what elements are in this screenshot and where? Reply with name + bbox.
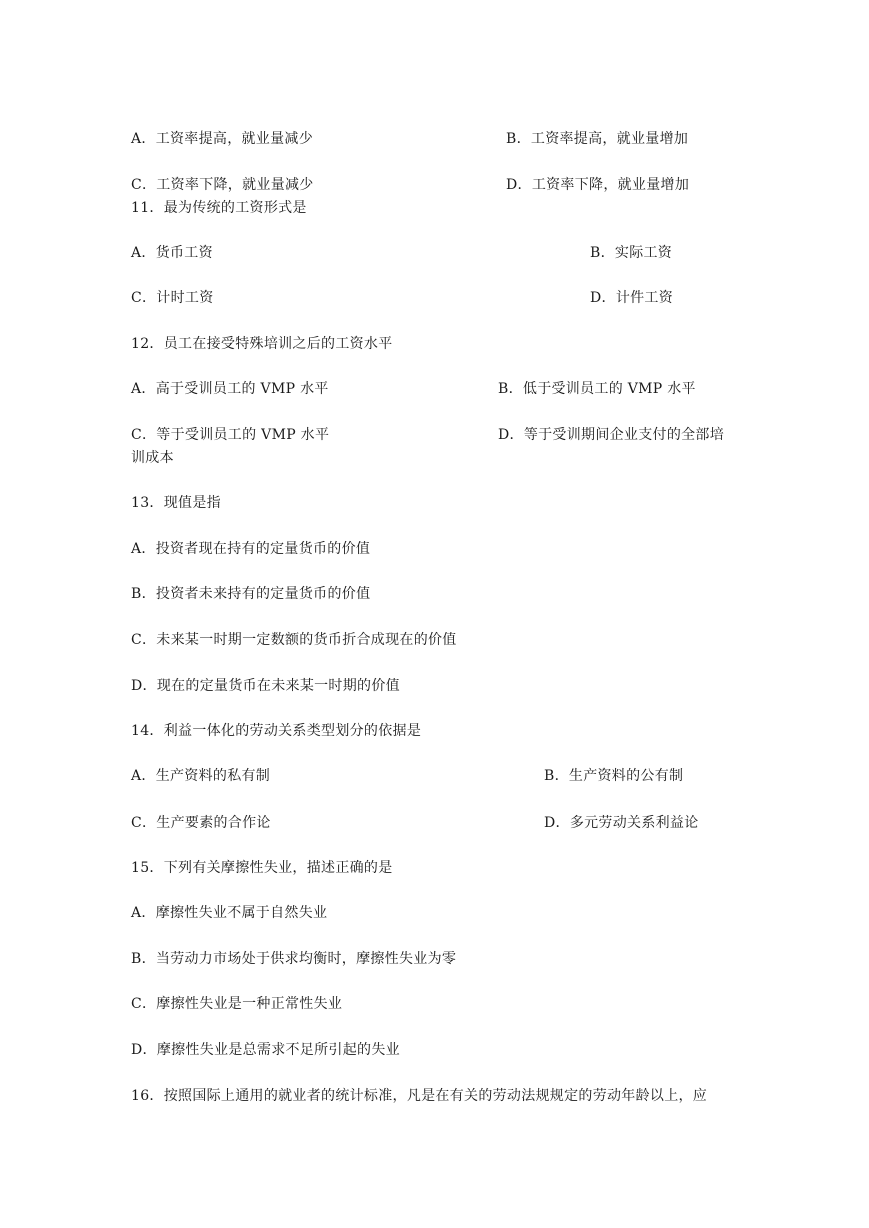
q10-option-d: D．工资率下降，就业量增加: [506, 177, 690, 193]
q11-option-a: A．货币工资: [131, 245, 213, 261]
q10-option-c: C．工资率下降，就业量减少: [131, 177, 314, 193]
q13-option-a: A．投资者现在持有的定量货币的价值: [131, 541, 371, 557]
q14-option-d: D．多元劳动关系利益论: [544, 815, 699, 831]
q11-option-b: B．实际工资: [590, 245, 673, 261]
q12-option-b: B．低于受训员工的 VMP 水平: [498, 381, 696, 397]
q12-option-c: C．等于受训员工的 VMP 水平: [131, 427, 330, 443]
q13-option-d: D．现在的定量货币在未来某一时期的价值: [131, 678, 400, 694]
q11-option-d: D．计件工资: [590, 290, 674, 306]
q15-option-a: A．摩擦性失业不属于自然失业: [131, 905, 328, 921]
q15-option-b: B．当劳动力市场处于供求均衡时，摩擦性失业为零: [131, 951, 457, 967]
q16-stem: 16．按照国际上通用的就业者的统计标准，凡是在有关的劳动法规规定的劳动年龄以上，应: [131, 1088, 708, 1104]
q15-stem: 15．下列有关摩擦性失业，描述正确的是: [131, 860, 393, 876]
q14-option-b: B．生产资料的公有制: [544, 768, 684, 784]
q14-option-c: C．生产要素的合作论: [131, 815, 271, 831]
q13-stem: 13．现值是指: [131, 495, 221, 511]
q10-option-b: B．工资率提高，就业量增加: [506, 131, 689, 147]
q12-option-d-continuation: 训成本: [131, 450, 174, 466]
q14-stem: 14．利益一体化的劳动关系类型划分的依据是: [131, 723, 422, 739]
q14-option-a: A．生产资料的私有制: [131, 768, 271, 784]
q11-option-c: C．计时工资: [131, 290, 214, 306]
q10-option-a: A．工资率提高，就业量减少: [131, 131, 314, 147]
q11-stem: 11．最为传统的工资形式是: [131, 200, 307, 216]
q15-option-d: D．摩擦性失业是总需求不足所引起的失业: [131, 1042, 400, 1058]
q12-option-d: D．等于受训期间企业支付的全部培: [498, 427, 725, 443]
q12-stem: 12．员工在接受特殊培训之后的工资水平: [131, 336, 393, 352]
q12-option-a: A．高于受训员工的 VMP 水平: [131, 381, 329, 397]
q15-option-c: C．摩擦性失业是一种正常性失业: [131, 996, 343, 1012]
q13-option-c: C．未来某一时期一定数额的货币折合成现在的价值: [131, 632, 457, 648]
q13-option-b: B．投资者未来持有的定量货币的价值: [131, 586, 371, 602]
